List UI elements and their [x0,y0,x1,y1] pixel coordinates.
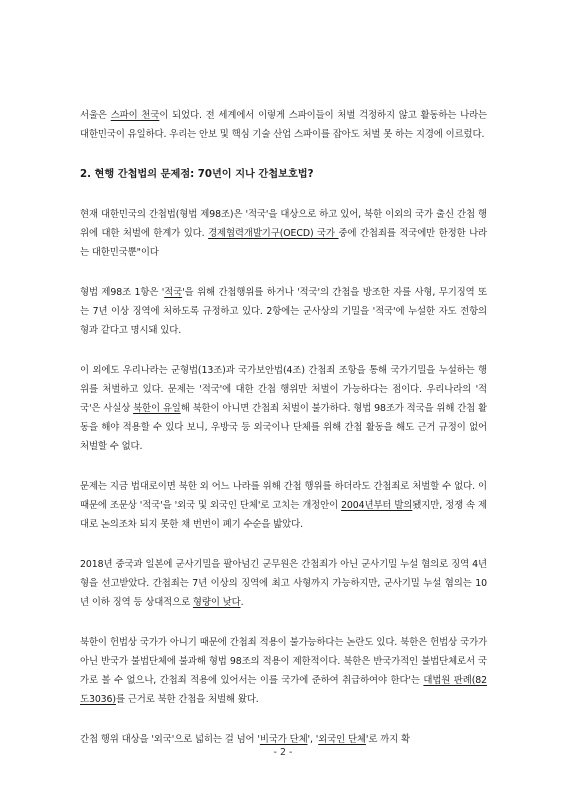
paragraph-gap [80,612,487,633]
text-run: 형법 제98조 1항은 ' [80,287,165,298]
body-paragraph [80,477,487,534]
paragraph-gap [80,340,487,361]
body-paragraph [80,106,487,144]
body-paragraph [80,283,487,340]
text-run: 중에 간첩죄를 적국에만 한정한 나라는 대한민국뿐"이다 [80,228,488,258]
underlined-text: 경제협력개발기구(OECD) 국가 [208,228,339,239]
underlined-text: 북한이 유일 [133,403,181,414]
body-paragraph [80,555,487,612]
text-run: 이 되었다. 전 세계에서 이렇게 스파이들이 처벌 걱정하지 않고 활동하는 나라는 대한민국이 유일하다. 우리는 안보 및 핵심 기술 산업 스파이를 잡아도 처벌 못 하는 지경에 이르렀다. [80,110,487,140]
text-run: 현재 대한민국의 간첩법(형법 제98조)은 '적국'을 대상으로 하고 있어, 북한 이외의 국가 출신 간첩 행위에 대한 처벌에 한계가 있다. [80,209,487,239]
paragraph-gap [80,144,487,165]
page-number: - 2 - [273,747,293,758]
paragraph-gap [80,709,487,730]
underlined-text: 외국인 단체 [318,734,366,745]
underlined-text: 스파이 천국 [110,110,160,121]
body-paragraph [80,361,487,456]
text-run: 간첩 행위 대상을 '외국'으로 넓히는 걸 넘어 ' [80,734,260,745]
paragraph-gap [80,262,487,283]
text-run: '을 위해 간첩행위를 하거나 '적국'의 간첩을 방조한 자를 사형, 무기징역 또는 7년 이상 징역에 처하도록 규정하고 있다. 2항에는 군사상의 기밀을 '적국'에 누설한 자도 전항의 형과 같다고 명시돼 있다. [80,287,487,336]
text-run: . [240,597,244,608]
text-run: 문제는 지금 법대로이면 북한 외 어느 나라를 위해 간첩 행위를 하더라도 간첩죄로 처벌할 수 없다. 이 때문에 조문상 '적국'을 '외국 및 외국인 단체'로 고치는 개정안이 [80,481,487,511]
text-run: '로 까지 확 [365,734,410,745]
text-run: 해 북한이 아니면 간첩죄 처벌이 불가하다. 형법 98조가 적국을 위해 간첩 활동을 해야 적용할 수 있다 보니, 우방국 등 외국이나 단체를 위해 간첩 활동을 해도 근거 규정이 없어 처벌할 수 없다. [80,403,487,452]
text-run: 이 외에도 우리나라는 군형법(13조)과 국가보안법(4조) 간첩죄 조항을 통해 국가기밀을 누설하는 행위를 처벌하고 있다. 문제는 '적국'에 대한 간첩 행위만 처벌이 가능하다는 점이다. 우리나라의 '적국'은 사실상 [80,365,487,414]
text-run: 됐지만, 정쟁 속 제대로 논의조차 되지 못한 채 번번이 폐기 수순을 밟았다. [80,500,487,530]
paragraph-gap [80,456,487,477]
text-run: ', ' [307,734,319,745]
text-run: 2018년 중국과 일본에 군사기밀을 팔아넘긴 군무원은 간첩죄가 아닌 군사기밀 누설 혐의로 징역 4년형을 선고받았다. 간첩죄는 7년 이상의 징역에 최고 사형까지 가능하지만, 군사기밀 누설 혐의는 10년 이하 징역 등 상대적으로 [80,559,487,608]
text-run: 북한이 헌법상 국가가 아니기 때문에 간첩죄 적용이 불가능하다는 논란도 있다. 북한은 헌법상 국가가 아닌 반국가 불법단체에 불과해 형법 98조의 적용이 제한적이다. 북한은 반국가적인 불법단체로서 국가로 볼 수 없으나, 간첩죄 적용에 있어서는 이를 국가에 준하여 취급하여야 한다'는 [80,637,487,686]
underlined-text: 2004년부터 발의 [341,500,413,511]
underlined-text: 형량이 낮다 [192,597,241,608]
underlined-text: 적국 [164,287,183,298]
body-paragraph [80,205,487,262]
underlined-text: 비국가 단체 [259,734,308,745]
paragraph-gap [80,534,487,555]
text-run: 를 근거로 북한 간첩을 처벌해 왔다. [115,694,259,705]
body-paragraph [80,633,487,709]
text-run: 서울은 [80,110,111,121]
paragraph-gap [80,184,487,205]
section-heading: 2. 현행 간첩법의 문제점: 70년이 지나 간첩보호법? [80,169,314,180]
document-body [80,106,487,749]
underlined-text: 대법원 판례(82도3036) [80,675,487,705]
